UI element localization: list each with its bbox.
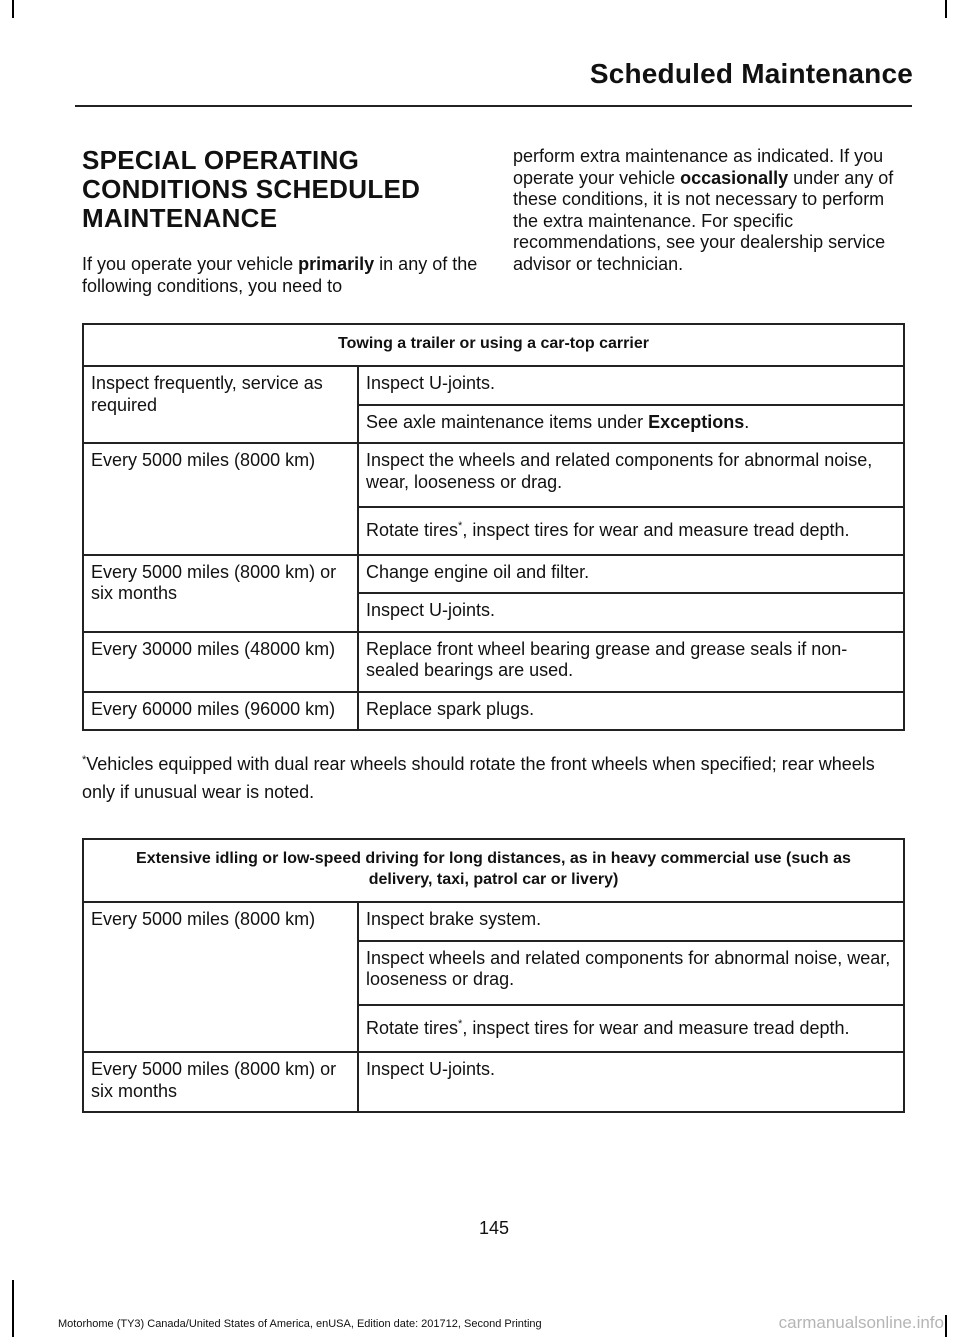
- action-cell: Inspect brake system.: [358, 902, 904, 941]
- interval-cell: Every 5000 miles (8000 km) or six months: [83, 555, 358, 632]
- action-cell: Inspect the wheels and related components for abnormal noise, wear, looseness or drag.: [358, 443, 904, 507]
- action-cell: [358, 1005, 904, 1053]
- table-row: [83, 692, 904, 731]
- action-cell: Inspect wheels and related components for abnormal noise, wear, looseness or drag.: [358, 941, 904, 1005]
- action-text: .: [744, 411, 750, 432]
- table-row: [83, 366, 904, 405]
- intro-text: If you operate your vehicle: [82, 254, 299, 274]
- crop-mark: [12, 0, 14, 18]
- page-header-title: Scheduled Maintenance: [589, 58, 913, 89]
- interval-cell: Every 30000 miles (48000 km): [83, 632, 358, 692]
- intro-continued-paragraph: [513, 146, 905, 275]
- footnote-marker: *: [82, 754, 87, 766]
- action-cell: Change engine oil and filter.: [358, 555, 904, 594]
- action-text: , inspect tires for wear and measure tread depth.: [462, 1017, 850, 1038]
- action-cell: Inspect U-joints.: [358, 593, 904, 632]
- action-cell: Replace front wheel bearing grease and grease seals if non-sealed bearings are used.: [358, 632, 904, 692]
- footer-edition-info: Motorhome (TY3) Canada/United States of America, enUSA, Edition date: 201712, Second Printing: [58, 1318, 542, 1330]
- action-cell: [358, 507, 904, 555]
- intro-keyword: occasionally: [680, 167, 789, 188]
- footnote-text: Vehicles equipped with dual rear wheels should rotate the front wheels when specified; rear wheels only if unusual wear is noted.: [82, 754, 875, 802]
- interval-cell: Every 5000 miles (8000 km): [83, 443, 358, 555]
- table-row: [83, 555, 904, 594]
- intro-text: under any of these conditions, it is not necessary to perform the extra maintenance. For specific recommendations, see your dealership service advisor or technician.: [513, 167, 894, 274]
- towing-maintenance-table: [82, 323, 905, 731]
- table-row: [83, 1052, 904, 1112]
- footnote-marker: *: [458, 520, 463, 532]
- interval-cell: Every 60000 miles (96000 km): [83, 692, 358, 731]
- interval-cell: Inspect frequently, service as required: [83, 366, 358, 443]
- action-text: Rotate tires: [366, 520, 459, 540]
- heading-line: MAINTENANCE: [82, 203, 278, 233]
- interval-cell: Every 5000 miles (8000 km): [83, 902, 358, 1052]
- crop-mark: [12, 1280, 14, 1337]
- intro-text: perform extra maintenance as indicated. If you operate your vehicle: [513, 146, 884, 188]
- action-cell: Replace spark plugs.: [358, 692, 904, 731]
- table-row: [83, 632, 904, 692]
- heading-line: SPECIAL OPERATING: [82, 145, 360, 175]
- idling-maintenance-table: [82, 838, 905, 1113]
- action-text: Rotate tires: [366, 1017, 459, 1038]
- interval-cell: Every 5000 miles (8000 km) or six months: [83, 1052, 358, 1112]
- heading-line: CONDITIONS SCHEDULED: [82, 174, 421, 204]
- intro-paragraph: [82, 254, 482, 297]
- watermark: carmanualsonline.info: [778, 1313, 944, 1332]
- header-divider: [75, 105, 912, 107]
- exceptions-reference: Exceptions: [648, 411, 745, 432]
- table-title: Extensive idling or low-speed driving for long distances, as in heavy commercial use (such as delivery, taxi, patrol car or livery): [83, 839, 904, 902]
- action-cell: Inspect U-joints.: [358, 366, 904, 405]
- intro-text: in any of the following conditions, you need to: [82, 254, 478, 296]
- action-cell: [358, 405, 904, 444]
- right-column: [513, 146, 905, 275]
- section-heading: [82, 146, 482, 233]
- table-row: [83, 902, 904, 941]
- action-text: See axle maintenance items under: [366, 411, 649, 432]
- intro-keyword: primarily: [298, 254, 375, 274]
- table-title: Towing a trailer or using a car-top carrier: [83, 324, 904, 366]
- crop-mark: [945, 0, 947, 18]
- left-column: [82, 146, 482, 297]
- footnote-marker: *: [458, 1017, 463, 1030]
- action-text: , inspect tires for wear and measure tread depth.: [462, 520, 850, 540]
- action-cell: Inspect U-joints.: [358, 1052, 904, 1112]
- page-number: 145: [478, 1218, 510, 1238]
- table-row: [83, 443, 904, 507]
- crop-mark: [945, 1315, 947, 1337]
- footnote: [82, 750, 912, 806]
